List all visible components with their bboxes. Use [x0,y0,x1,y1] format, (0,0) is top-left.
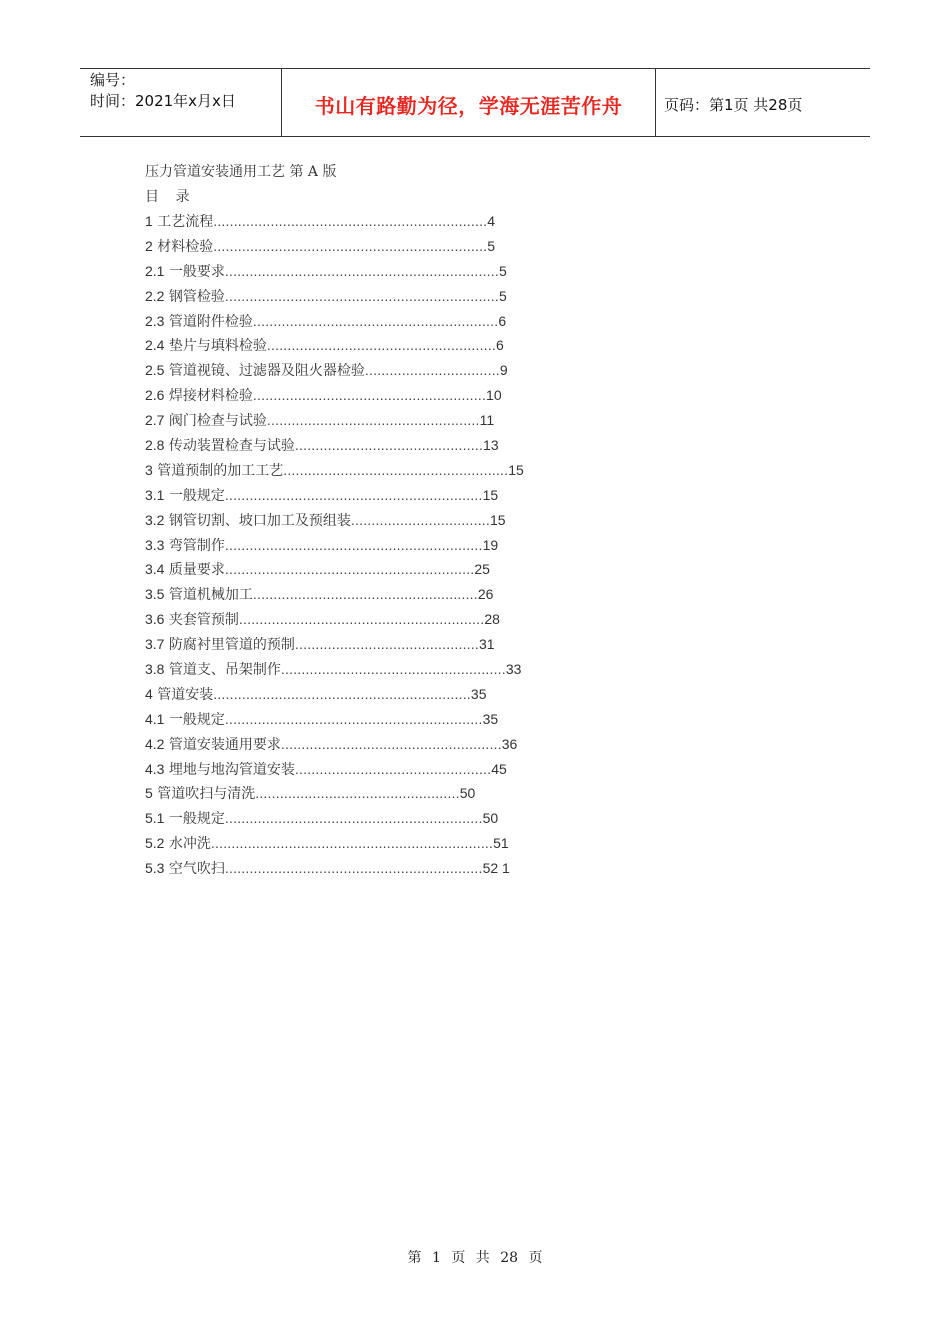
toc-entry[interactable] [145,558,524,583]
header-motto: 书山有路勤为径，学海无涯苦作舟 [314,94,623,118]
toc-entry[interactable] [145,807,524,832]
toc-entry-page: 5 [498,287,507,304]
toc-entry-number: 5 [145,785,153,802]
toc-entry[interactable] [145,434,524,459]
footer-word-gong: 共 [475,1250,490,1266]
toc-entry-page: 19 [482,536,499,553]
toc-entry-page: 9 [499,362,508,379]
toc-entry-page: 33 [505,661,522,678]
toc-entry-number: 2.5 [145,362,165,379]
toc-entry-number: 4.3 [145,760,165,777]
toc-dot-leader: ............................................................ [252,312,499,329]
toc-entry-number: 3.7 [145,636,165,653]
toc-entry[interactable] [145,509,524,534]
toc-entry-title: 管道机械加工 [168,587,253,604]
toc-entry-page: 51 [493,835,509,852]
footer-word-ye-2: 页 [528,1250,543,1266]
table-of-contents [145,210,524,882]
toc-dot-leader: ................................................................... [224,262,499,279]
toc-entry-number: 2 [145,237,153,254]
toc-entry-page: 35 [482,710,499,727]
header-divider-right [655,68,656,136]
toc-entry-page: 15 [508,461,524,478]
toc-entry-page: 6 [498,312,507,329]
toc-entry-page: 15 [489,511,506,528]
toc-entry-title: 材料检验 [157,238,214,255]
toc-entry[interactable] [145,484,524,509]
toc-entry-number: 2.2 [145,287,165,304]
toc-entry-title: 管道安装通用要求 [168,736,281,753]
toc-entry-number: 4.2 [145,735,165,752]
toc-entry-title: 夹套管预制 [168,612,239,629]
toc-entry-page: 52 1 [482,860,510,877]
toc-entry-title: 工艺流程 [157,214,214,230]
toc-entry-number: 4 [145,685,153,702]
toc-entry-page: 25 [474,561,490,578]
toc-dot-leader: ................................. [364,362,500,379]
toc-entry-number: 3.2 [145,511,165,528]
toc-dot-leader: ................................................................... [213,237,488,254]
toc-entry-page: 10 [486,387,502,404]
toc-dot-leader: ................................................ [294,760,492,777]
toc-entry[interactable] [145,534,524,559]
toc-entry-page: 50 [482,810,499,827]
toc-entry-number: 3.5 [145,586,165,603]
toc-entry[interactable] [145,583,524,608]
page-footer [0,1247,950,1267]
toc-entry-title: 水冲洗 [168,836,211,853]
toc-entry-title: 垫片与填料检验 [168,338,267,355]
toc-entry-page: 31 [478,636,495,653]
toc-entry-page: 6 [495,337,504,354]
toc-entry-number: 2.3 [145,312,165,329]
toc-dot-leader: ............................................................... [224,486,483,503]
toc-dot-leader: .................................................. [255,785,460,802]
toc-entry-title: 管道支、吊架制作 [168,662,281,679]
toc-entry-number: 3.8 [145,661,165,678]
toc-dot-leader: ...................................................... [280,735,502,752]
toc-entry-title: 管道预制的加工工艺 [157,462,284,479]
toc-dot-leader: ............................................................. [224,561,475,578]
toc-dot-leader: ......................................................... [252,387,487,404]
toc-dot-leader: ....................................................... [283,461,509,478]
toc-entry-page: 5 [487,237,496,254]
toc-entry-number: 3.4 [145,561,165,578]
toc-entry-title: 阀门检查与试验 [168,413,267,430]
toc-entry-page: 26 [477,586,494,603]
header-top-rule [80,68,870,69]
toc-entry-title: 一般规定 [168,811,225,828]
toc-entry[interactable] [145,210,524,235]
doc-number-label: 编号： [90,71,136,89]
toc-entry-page: 45 [491,760,507,777]
header-bottom-rule [80,136,870,137]
toc-entry-title: 管道视镜、过滤器及阻火器检验 [168,363,365,380]
toc-entry-page: 28 [484,611,500,628]
toc-entry[interactable] [145,857,524,882]
toc-entry-title: 质量要求 [168,562,225,579]
toc-entry-number: 2.4 [145,337,165,354]
toc-entry-page: 11 [479,412,495,429]
toc-entry-number: 3.1 [145,486,165,503]
header-meta [90,70,236,112]
toc-dot-leader: .............................................. [294,437,484,454]
toc-entry-number: 3.6 [145,611,165,628]
toc-entry-page: 15 [482,486,499,503]
toc-dot-leader: ............................................................... [224,710,483,727]
toc-entry[interactable] [145,708,524,733]
toc-dot-leader: ................................................................... [213,213,488,229]
toc-entry-title: 管道附件检验 [168,313,253,330]
toc-entry-page: 36 [501,735,518,752]
toc-dot-leader: ....................................................... [280,661,506,678]
toc-entry-title: 焊接材料检验 [168,388,253,405]
toc-entry-page: 13 [483,437,499,454]
toc-entry-title: 钢管检验 [168,288,225,305]
toc-entry-number: 5.1 [145,810,165,827]
footer-total-pages: 28 [500,1250,519,1266]
toc-entry[interactable] [145,608,524,633]
toc-entry-page: 5 [498,262,507,279]
toc-entry-title: 弯管制作 [168,537,225,554]
toc-entry[interactable] [145,758,524,783]
toc-dot-leader: ....................................................... [252,586,478,603]
toc-dot-leader: ............................................................... [224,860,483,877]
footer-word-di: 第 [407,1250,422,1266]
toc-dot-leader: ........................................................ [266,337,496,354]
toc-entry[interactable] [145,359,524,384]
toc-entry[interactable] [145,260,524,285]
toc-entry-page: 50 [459,785,476,802]
toc-entry-page: 4 [487,213,496,229]
toc-entry-title: 一般要求 [168,263,225,280]
toc-entry[interactable] [145,459,524,484]
toc-entry-title: 防腐衬里管道的预制 [168,637,295,654]
toc-entry-title: 管道安装 [157,686,214,703]
toc-entry-number: 2.1 [145,262,165,279]
document-title: 压力管道安装通用工艺 第 A 版 [145,164,337,180]
toc-entry-number: 3.3 [145,536,165,553]
toc-dot-leader: ............................................................... [224,536,483,553]
toc-entry[interactable] [145,782,524,807]
footer-page-number: 1 [431,1250,441,1266]
toc-entry[interactable] [145,683,524,708]
toc-entry[interactable] [145,285,524,310]
toc-dot-leader: ............................................. [294,636,479,653]
toc-entry-number: 2.7 [145,412,165,429]
toc-dot-leader: ............................................................... [213,685,471,702]
toc-dot-leader: ................................................................... [224,287,499,304]
toc-entry-number: 5.2 [145,835,165,852]
toc-dot-leader: ..................................................................... [210,835,494,852]
toc-entry-title: 一般规定 [168,487,225,504]
toc-entry-title: 钢管切割、坡口加工及预组装 [168,512,351,529]
toc-entry[interactable] [145,733,524,758]
toc-entry-number: 3 [145,461,153,478]
toc-dot-leader: .................................. [350,511,490,528]
toc-entry-number: 2.6 [145,387,165,404]
toc-entry[interactable] [145,633,524,658]
toc-entry-page: 35 [470,685,487,702]
doc-date-label: 时间：2021年x月x日 [90,92,236,110]
toc-entry[interactable] [145,310,524,335]
toc-heading: 目 录 [145,189,196,205]
toc-entry[interactable] [145,334,524,359]
toc-entry-title: 一般规定 [168,711,225,728]
toc-dot-leader: ............................................................ [238,611,485,628]
header-page-info: 页码：第1页 共28页 [664,96,803,114]
toc-entry[interactable] [145,384,524,409]
toc-dot-leader: .................................................... [266,412,480,429]
toc-entry-title: 空气吹扫 [168,861,225,878]
footer-word-ye: 页 [451,1250,466,1266]
toc-entry[interactable] [145,832,524,857]
toc-dot-leader: ............................................................... [224,810,483,827]
toc-entry-number: 2.8 [145,437,165,454]
toc-entry-title: 传动装置检查与试验 [168,438,295,455]
toc-entry[interactable] [145,235,524,260]
toc-entry-title: 管道吹扫与清洗 [157,786,256,803]
toc-entry-number: 1 [145,213,153,229]
toc-entry-number: 4.1 [145,710,165,727]
toc-entry-number: 5.3 [145,860,165,877]
toc-entry[interactable] [145,409,524,434]
toc-entry[interactable] [145,658,524,683]
toc-entry-title: 埋地与地沟管道安装 [168,761,295,778]
